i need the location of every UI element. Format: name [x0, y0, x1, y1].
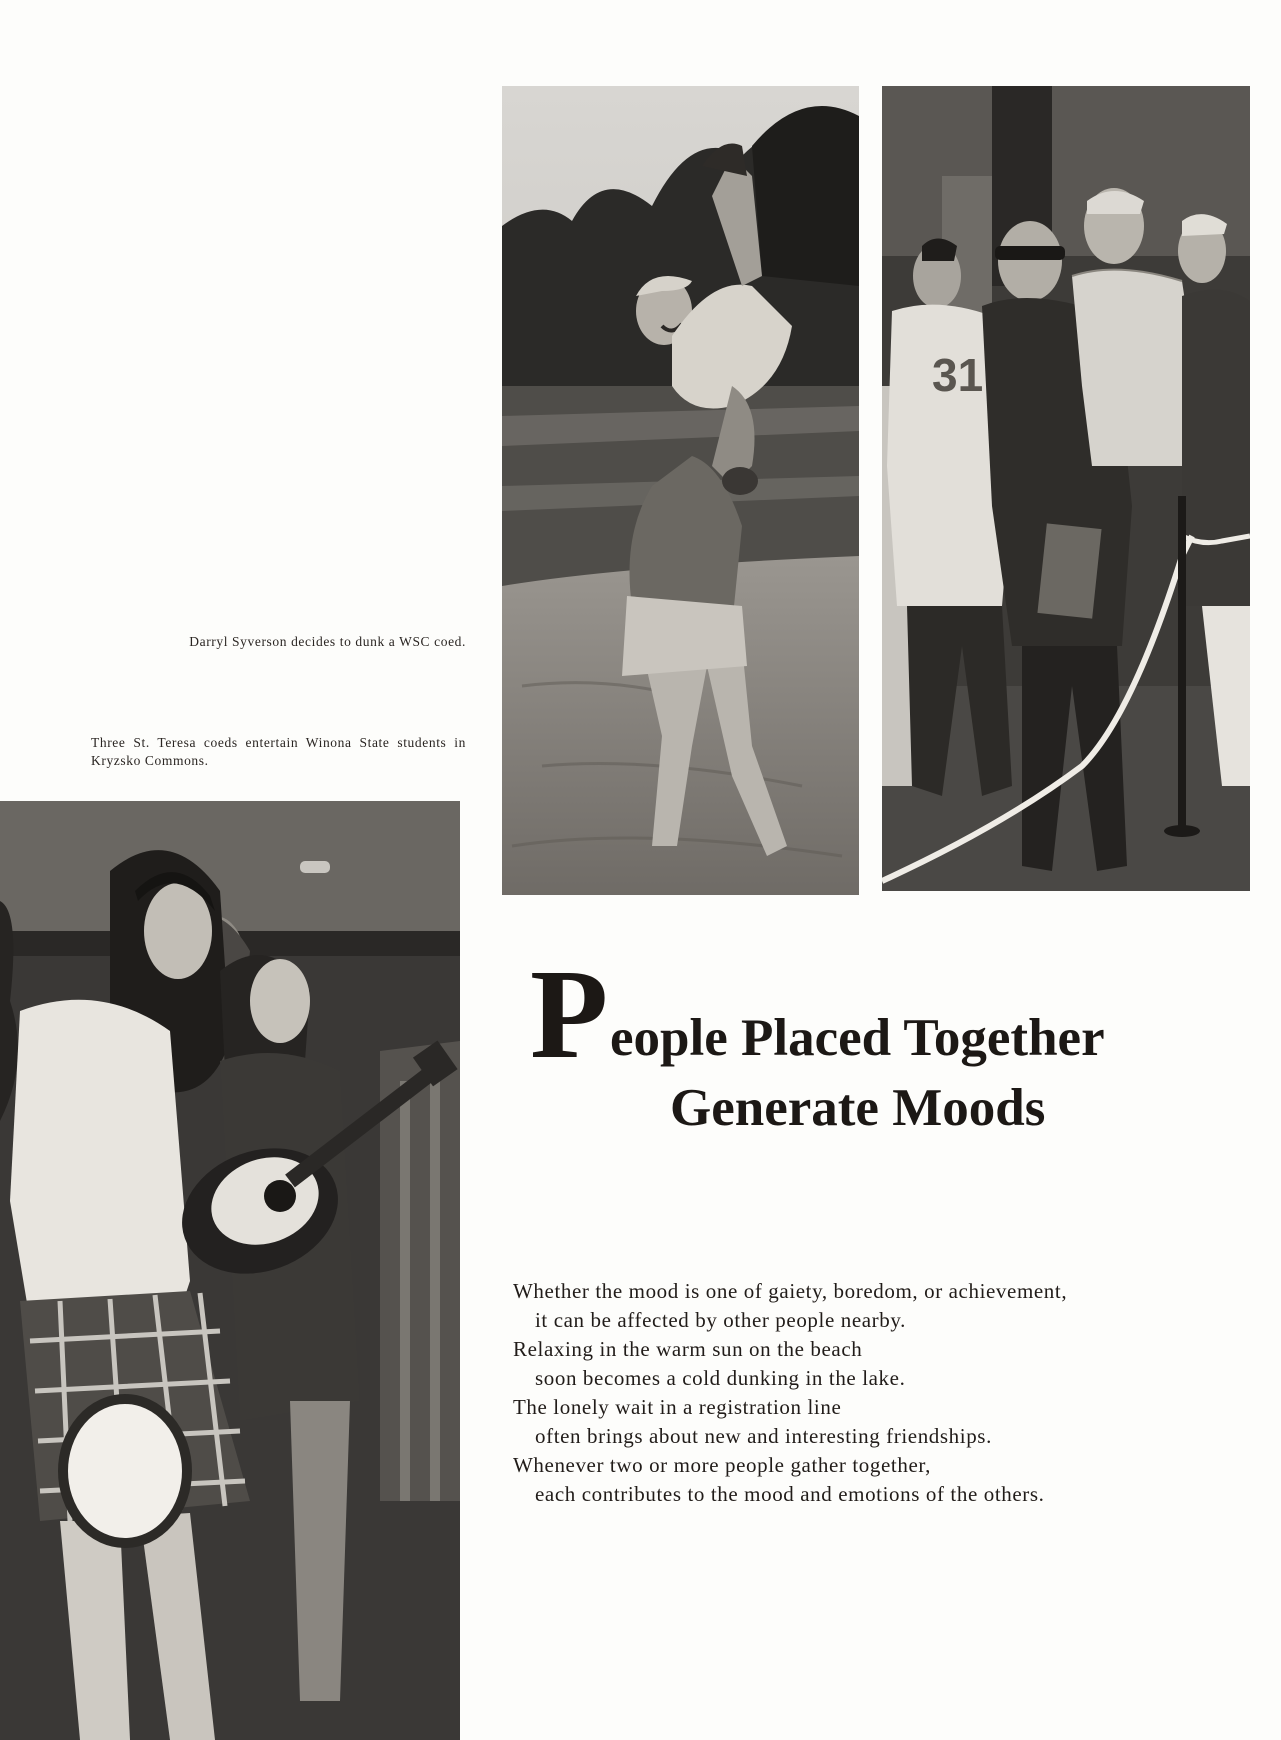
body-line: it can be affected by other people nearby.: [535, 1308, 906, 1332]
body-line: each contributes to the mood and emotions of the others.: [535, 1482, 1045, 1506]
headline-line2: Generate Moods: [670, 1079, 1046, 1137]
body-line: Whether the mood is one of gaiety, boredom, or achievement,: [513, 1279, 1068, 1303]
body-line: Whenever two or more people gather together,: [513, 1453, 931, 1477]
headline: [530, 943, 1230, 1137]
headline-line1: eople Placed Together: [610, 1009, 1105, 1067]
body-line: Relaxing in the warm sun on the beach: [513, 1337, 863, 1361]
photo-singers-kryzsko-commons: [0, 801, 460, 1740]
body-text: [513, 1277, 1213, 1509]
body-line: soon becomes a cold dunking in the lake.: [535, 1366, 906, 1390]
body-line: often brings about new and interesting friendships.: [535, 1424, 992, 1448]
jersey-number: 31: [932, 349, 984, 401]
body-line: The lonely wait in a registration line: [513, 1395, 842, 1419]
photo-beach-dunk: [502, 86, 859, 895]
caption-singers: Three St. Teresa coeds entertain Winona State students in Kryzsko Commons.: [91, 735, 466, 768]
caption-dunk: Darryl Syverson decides to dunk a WSC coed.: [189, 634, 466, 649]
headline-dropcap: P: [530, 943, 609, 1085]
photo-registration-line: [882, 86, 1250, 891]
